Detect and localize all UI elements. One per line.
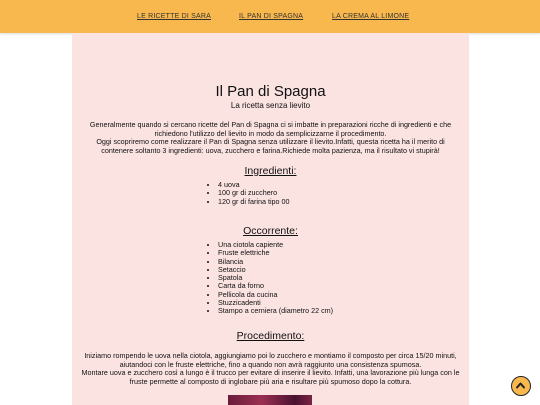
page-subtitle: La ricetta senza lievito: [230, 101, 311, 110]
list-item: • Stampo a cerniera (diametro 22 cm): [218, 307, 333, 315]
nav-link-il-pan-di-spagna[interactable]: IL PAN DI SPAGNA: [239, 13, 304, 20]
tools-list: [203, 241, 333, 316]
list-item: • Spatola: [218, 274, 333, 282]
top-navigation-bar: [0, 0, 540, 33]
procedure-text: [80, 352, 461, 386]
tools-heading: Occorrente:: [243, 225, 298, 237]
procedure-paragraph: Montare uova e zucchero così a lungo è il trucco per evitare di inserire il lievito. Infatti, una lavorazione più lunga con le fruste permette al composto di inglobare più aria e risultare più spumoso dopo la cottura.: [81, 368, 460, 386]
nav-link-le-ricette-di-sara[interactable]: LE RICETTE DI SARA: [137, 13, 212, 20]
list-item: • Stuzzicadenti: [218, 299, 333, 307]
list-item: • Carta da forno: [218, 282, 333, 290]
list-item: • 120 gr di farina tipo 00: [218, 198, 290, 206]
intro-paragraph: Oggi scopriremo come realizzare il Pan di Spagna senza utilizzare il lievito.Infatti, questa ricetta ha il merito di contenere soltanto 3 ingredienti: uova, zucchero e farina.Richiede molta pazienza, ma il risultato vi stupirà!: [96, 137, 445, 155]
list-item: • Pellicola da cucina: [218, 291, 333, 299]
intro-text: [80, 121, 461, 155]
list-item: • Fruste elettriche: [218, 249, 333, 257]
chevron-up-icon: [515, 380, 526, 391]
list-item: • 100 gr di zucchero: [218, 189, 290, 197]
page-title: Il Pan di Spagna: [215, 83, 326, 100]
ingredients-heading: Ingredienti:: [244, 165, 297, 177]
list-item: • Setaccio: [218, 266, 333, 274]
procedure-paragraph: Iniziamo rompendo le uova nella ciotola, aggiungiamo poi lo zucchero e montiamo il composto per circa 15/20 minuti, aiutandoci con le fruste elettriche, fino a quando non avrà raggiunto una consistenza spumosa.: [84, 351, 457, 369]
procedure-heading: Procedimento:: [236, 330, 305, 342]
article-content: [72, 33, 469, 405]
nav-link-la-crema-al-limone[interactable]: LA CREMA AL LIMONE: [332, 13, 410, 20]
intro-paragraph: Generalmente quando si cercano ricette del Pan di Spagna ci si imbatte in preparazioni ricche di ingredienti e che richiedono l'utilizzo del lievito in modo da semplicizzarne il procedimento.: [89, 120, 452, 138]
ingredients-list: [203, 181, 290, 206]
list-item: • Una ciotola capiente: [218, 241, 333, 249]
list-item: • 4 uova: [218, 181, 290, 189]
recipe-photo: [228, 395, 312, 405]
scroll-to-top-button[interactable]: [511, 376, 531, 396]
list-item: • Bilancia: [218, 258, 333, 266]
